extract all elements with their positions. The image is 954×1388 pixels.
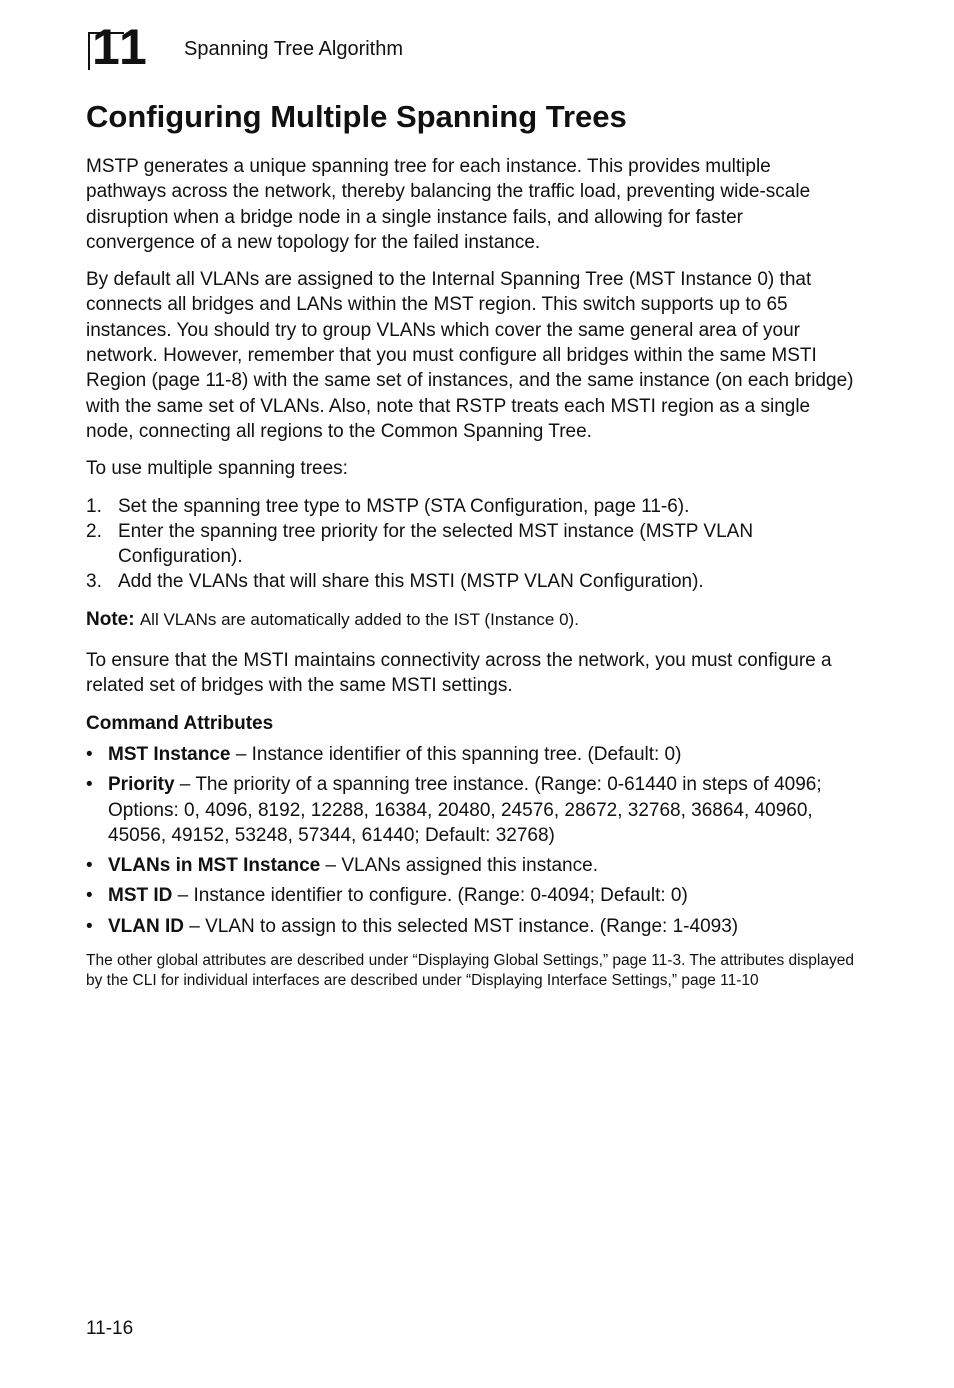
bullet: • [86,743,93,765]
chapter-number: 11 [92,19,149,75]
attribute-term: Priority [108,774,175,796]
list-item [86,519,856,570]
attribute-term: VLAN ID [108,915,184,937]
running-head: Spanning Tree Algorithm [184,38,404,60]
list-item [86,494,856,519]
attribute-desc: – Instance identifier to configure. (Range: 0-4094; Default: 0) [172,885,688,907]
bullet: • [86,774,93,796]
attribute-desc: – Instance identifier of this spanning tree. (Default: 0) [230,743,682,765]
page-number: 11-16 [86,1318,134,1339]
list-item [86,569,856,594]
attribute-term: MST ID [108,885,173,907]
list-item [86,914,856,939]
attribute-desc: – The priority of a spanning tree instance. (Range: 0-61440 in steps of 4096; Options: 0, 4096, 8192, 12288, 16384, 20480, 24576, 28672, 32768, 36864, 40960, 45056, 49152, 53248, 57344, 61440; Default: 32768) [108,774,822,846]
attribute-term: MST Instance [108,743,231,765]
section-heading: Command Attributes [86,712,274,734]
step-number: 2. [86,520,102,542]
page-title: Configuring Multiple Spanning Trees [86,99,627,134]
note [86,607,856,632]
attribute-desc: – VLANs assigned this instance. [320,855,598,877]
list-item [86,883,856,908]
list-item [86,772,856,848]
attributes-list [86,742,856,939]
connectivity-paragraph: To ensure that the MSTI maintains connectivity across the network, you must configure a related set of bridges with the same MSTI settings. [86,650,832,697]
attribute-desc: – VLAN to assign to this selected MST instance. (Range: 1-4093) [184,915,739,937]
step-text: Add the VLANs that will share this MSTI (MSTP VLAN Configuration). [118,571,704,593]
step-text: Enter the spanning tree priority for the selected MST instance (MSTP VLAN Configuration). [118,520,754,568]
note-label: Note: [86,608,135,630]
default-vlan-paragraph: By default all VLANs are assigned to the Internal Spanning Tree (MST Instance 0) that connects all bridges and LANs within the MST region. This switch supports up to 65 instances. You should try to group VLANs which cover the same general area of your network. However, remember that you must configure all bridges within the same MSTI Region (page 11-8) with the same set of instances, and the same instance (on each bridge) with the same set of VLANs. Also, note that RSTP treats each MSTI region as a single node, connecting all regions to the Common Spanning Tree. [86,269,854,442]
main-content [86,154,856,990]
steps-intro: To use multiple spanning trees: [86,458,348,480]
attribute-term: VLANs in MST Instance [108,855,321,877]
intro-paragraph: MSTP generates a unique spanning tree for each instance. This provides multiple pathways across the network, thereby balancing the traffic load, preventing wide-scale disruption when a bridge node in a single instance fails, and allowing for faster convergence of a new topology for the failed instance. [86,156,811,253]
note-text: All VLANs are automatically added to the IST (Instance 0). [139,609,579,629]
bullet: • [86,855,93,877]
list-item [86,853,856,878]
bullet: • [86,885,93,907]
bullet: • [86,915,93,937]
step-number: 3. [86,571,102,593]
list-item [86,742,856,767]
step-text: Set the spanning tree type to MSTP (STA Configuration, page 11-6). [118,495,690,517]
step-number: 1. [86,495,102,517]
steps-list [86,494,856,595]
footnote: The other global attributes are described under “Displaying Global Settings,” page 11-3. The attributes displayed by the CLI for individual interfaces are described under “Displaying Interface Settings,” page 11-10 [86,952,854,989]
